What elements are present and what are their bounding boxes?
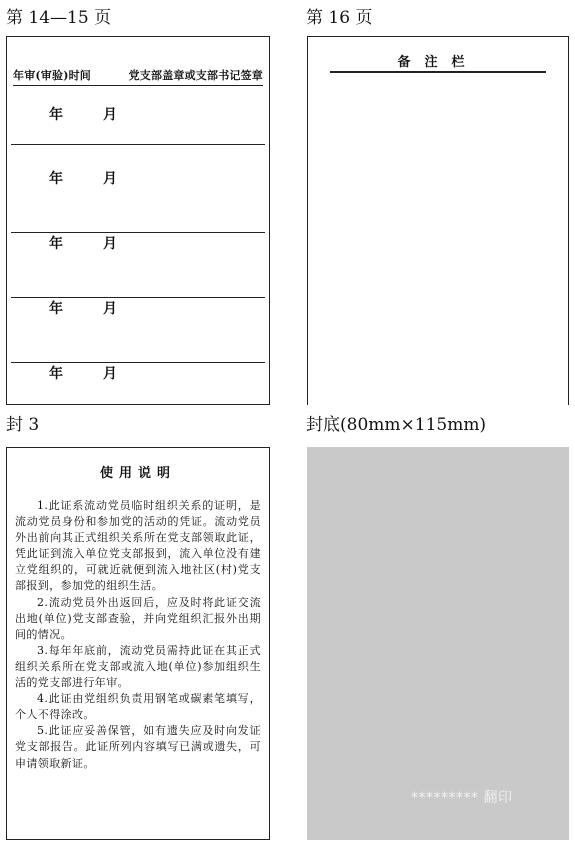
back-cover-label: 封底(80mm×115mm) <box>306 415 487 435</box>
review-time-header: 年审(审验)时间 <box>13 69 92 82</box>
page-14-15-label: 第 14—15 页 <box>6 8 112 28</box>
year-label: 年 <box>49 366 63 382</box>
instruction-paragraph: 3.每年年底前，流动党员需持此证在其正式组织关系所在党支部或流入地(单位)参加组织生活的党支部进行年审。 <box>15 643 261 690</box>
row-divider <box>11 144 265 145</box>
review-row <box>11 298 265 363</box>
review-row <box>11 233 265 298</box>
cover-3-label: 封 3 <box>6 415 40 435</box>
reprint-notice: ********* 翻印 <box>411 790 513 806</box>
month-label: 月 <box>103 107 117 123</box>
month-label: 月 <box>103 301 117 317</box>
year-label: 年 <box>49 107 63 123</box>
back-cover <box>307 447 569 840</box>
instructions-page <box>6 447 270 840</box>
instruction-paragraph: 1.此证系流动党员临时组织关系的证明，是流动党员身份和参加党的活动的凭证。流动党员外出前向其正式组织关系所在党支部领取此证，凭此证到流入单位党支部报到，流入单位没有建立党组织的，可就近就便到流入地社区(村)党支部报到，参加党的组织生活。 <box>15 499 261 593</box>
year-label: 年 <box>49 171 63 187</box>
review-row <box>11 363 265 393</box>
page-16-label: 第 16 页 <box>306 8 373 28</box>
annual-review-page <box>6 36 270 405</box>
review-row <box>11 168 265 233</box>
year-label: 年 <box>49 301 63 317</box>
month-label: 月 <box>103 366 117 382</box>
remarks-title: 备注栏 <box>330 51 546 73</box>
remarks-page <box>307 36 569 405</box>
month-label: 月 <box>103 236 117 252</box>
review-row <box>11 104 265 145</box>
review-table-header <box>13 63 263 86</box>
year-label: 年 <box>49 236 63 252</box>
instruction-paragraph: 5.此证应妥善保管，如有遗失应及时向发证党支部报告。此证所列内容填写已满或遗失，可申请领取新证。 <box>15 724 261 770</box>
instructions-body <box>15 498 261 772</box>
branch-seal-header: 党支部盖章或支部书记签章 <box>128 69 263 82</box>
instructions-title: 使用说明 <box>99 466 176 481</box>
instruction-paragraph: 2.流动党员外出返回后，应及时将此证交流出地(单位)党支部查验，并向党组织汇报外出期间的情况。 <box>15 595 261 641</box>
instruction-paragraph: 4.此证由党组织负责用钢笔或碳素笔填写，个人不得涂改。 <box>15 692 261 722</box>
month-label: 月 <box>103 171 117 187</box>
